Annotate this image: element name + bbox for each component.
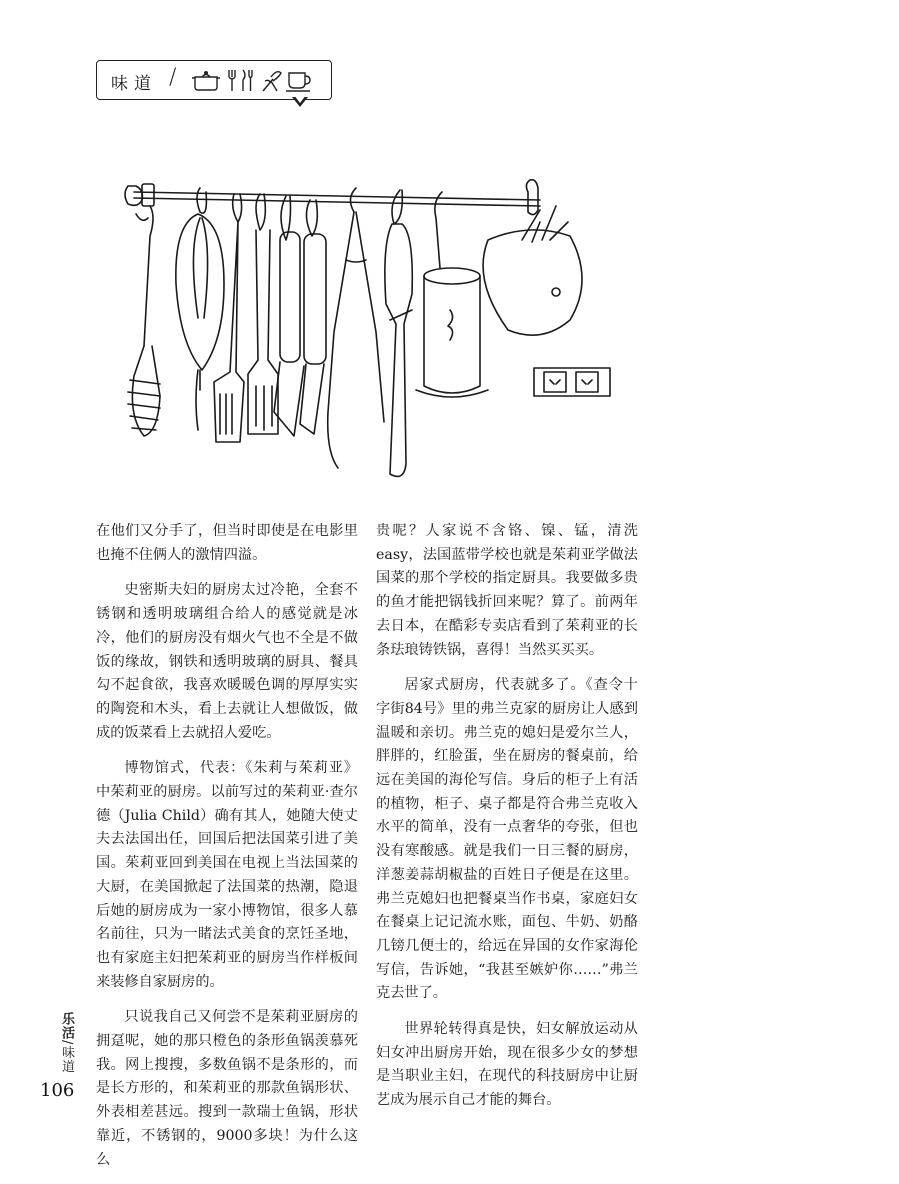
side-section: 味道 bbox=[59, 1045, 74, 1074]
tongs-icon bbox=[328, 188, 384, 468]
section-icons bbox=[191, 67, 321, 93]
utensil-holder-icon bbox=[483, 206, 582, 335]
paper-towel-icon bbox=[416, 192, 488, 397]
sharpener-icon bbox=[385, 190, 412, 476]
paragraph: 只说我自己又何尝不是茱莉亚厨房的拥趸呢，她的那只橙色的条形鱼锅羡慕死我。网上搜搜，多数鱼锅不是条形的，而是长方形的，和茱莉亚的那款鱼锅形状、外表相差甚远。搜到一款瑞士鱼锅，形状靠近，不锈钢的，9000多块！为什么这么 bbox=[96, 1009, 358, 1168]
rail-bar bbox=[125, 180, 540, 221]
tag-pointer bbox=[292, 97, 308, 107]
side-section-label bbox=[50, 1012, 76, 1073]
wall-socket-icon bbox=[534, 368, 610, 396]
paragraph: 居家式厨房，代表就多了。《查令十字街84号》里的弗兰克家的厨房让人感到温暖和亲切。弗兰克的媳妇是爱尔兰人，胖胖的，红脸蛋，坐在厨房的餐桌前，给远在美国的海伦写信。身后的柜子上有活的植物，柜子、桌子都是符合弗兰克收入水平的简单，没有一点奢华的夸张，但也没有寒酸感。就是我们一日三餐的厨房，洋葱姜蒜胡椒盐的百姓日子便是在这里。弗兰克媳妇也把餐桌当作书桌，家庭妇女在餐桌上记记流水账，面包、牛奶、奶酪几镑几便士的，给远在异国的女作家海伦写信，告诉她，“我甚至嫉妒你……”弗兰克去世了。 bbox=[376, 677, 638, 1002]
cutlery-icon bbox=[243, 70, 252, 91]
paragraph: 在他们又分手了，但当时即使是在电影里也掩不住俩人的激情四溢。 bbox=[96, 523, 358, 563]
bottle-brush-icon bbox=[128, 206, 160, 436]
paragraph: 史密斯夫妇的厨房太过冷艳，全套不锈钢和透明玻璃组合给人的感觉就是冰冷，他们的厨房没有烟火气也不全是不做饭的缘故，钢铁和透明玻璃的厨具、餐具勾不起食欲，我喜欢暖暖色调的厚厚实实的陶瓷和木头，看上去就让人想做饭，做成的饭菜看上去就招人爱吃。 bbox=[96, 582, 358, 741]
paragraph: 世界轮转得真是快，妇女解放运动从妇女冲出厨房开始，现在很多少女的梦想是当职业主妇，在现代的科技厨房中让厨艺成为展示自己才能的舞台。 bbox=[376, 1021, 638, 1109]
page-number: 106 bbox=[40, 1080, 75, 1101]
slotted-spatula-icon bbox=[214, 194, 244, 442]
whisk-spatula-icon bbox=[263, 72, 281, 91]
article-column-left bbox=[96, 520, 358, 1184]
paragraph: 博物馆式，代表：《朱莉与茱莉亚》中茱莉亚的厨房。以前写过的茱莉亚·查尔德（Julia Child）确有其人，她随大使丈夫去法国出任，回国后把法国菜引进了美国。茱莉亚回到美国在电视上当法国菜的大厨，在美国掀起了法国菜的热潮，隐退后她的厨房成为一家小博物馆，很多人慕名前往，只为一睹法式美食的烹饪圣地，也有家庭主妇把茱莉亚的厨房当作样板间来装修自家厨房的。 bbox=[96, 760, 358, 990]
whisk-icon bbox=[176, 188, 224, 430]
article-column-right bbox=[376, 520, 638, 1125]
side-separator: / bbox=[59, 1040, 74, 1046]
fork-icon bbox=[229, 70, 235, 91]
turner-icon bbox=[300, 200, 326, 434]
kitchen-rack-illustration bbox=[120, 170, 620, 495]
brand-label: 乐活 bbox=[59, 1012, 74, 1040]
paragraph: 贵呢？人家说不含铬、镍、锰，清洗easy，法国蓝带学校也就是茱莉亚学做法国菜的那个学校的指定厨具。我要做多贵的鱼才能把锅钱折回来呢？算了。前两年去日本，在酷彩专卖店看到了茱莉亚的长条珐琅铸铁锅，喜得！当然买买买。 bbox=[376, 523, 638, 658]
section-tag bbox=[96, 60, 332, 100]
meat-fork-icon bbox=[248, 194, 278, 434]
section-title: 味道 bbox=[111, 74, 157, 94]
teacup-icon bbox=[286, 73, 310, 91]
section-slash: / bbox=[169, 65, 177, 90]
pot-icon bbox=[192, 72, 220, 90]
